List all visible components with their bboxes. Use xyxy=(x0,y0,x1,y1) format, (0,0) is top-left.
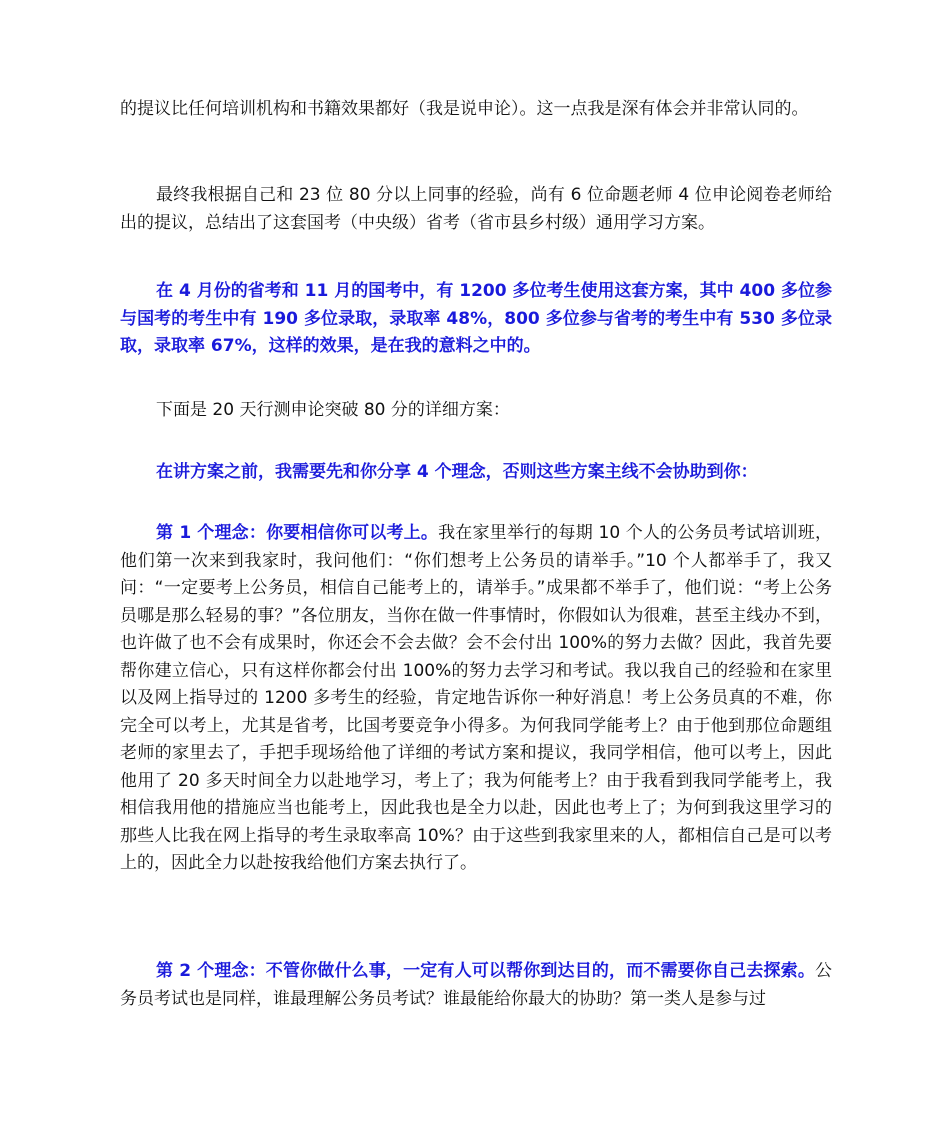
paragraph-four-concepts: 在讲方案之前，我需要先和你分享 4 个理念，否则这些方案主线不会协助到你： xyxy=(156,462,758,482)
paragraph-summary: 最终我根据自己和 23 位 80 分以上同事的经验，尚有 6 位命题老师 4 位申论阅卷老师给出的提议，总结出了这套国考（中央级）省考（省市县乡村级）通用学习方案。 xyxy=(120,185,832,233)
concept-2-body: 公务员考试也是同样，谁最理解公务员考试？谁最能给你最大的协助？第一类人是参与过 xyxy=(120,961,832,1009)
concept-1-body: 我在家里举行的每期 10 个人的公务员考试培训班，他们第一次来到我家时，我问他们：“你们想考上公务员的请举手。”10 个人都举手了，我又问：“一定要考上公务员，相信自己能考上的，请举手。”成果都不举手了，他们说：“考上公务员哪是那么轻易的事？”各位朋友，当你在做一件事情时，你假如认为很难，甚至主线办不到，也许做了也不会有成果时，你还会不会去做？会不会付出 100%的努力去做？因此，我首先要帮你建立信心，只有这样你都会付出 100%的努力去学习和考试。我以我自己的经验和在家里以及网上指导过的 1200 多考生的经验，肯定地告诉你一种好消息！考上公务员真的不难，你完全可以考上，尤其是省考，比国考要竞争小得多。为何我同学能考上？由于他到那位命题组老师的家里去了，手把手现场给他了详细的考试方案和提议，我同学相信，他可以考上，因此他用了 20 多天时间全力以赴地学习，考上了；我为何能考上？由于我看到我同学能考上，我相信我用他的措施应当也能考上，因此我也是全力以赴，因此也考上了；为何到我这里学习的那些人比我在网上指导的考生录取率高 10%？由于这些到我家里来的人，都相信自己是可以考上的，因此全力以赴按我给他们方案去执行了。 xyxy=(120,523,832,873)
paragraph-intro-continuation: 的提议比任何培训机构和书籍效果都好（我是说申论）。这一点我是深有体会并非常认同的。 xyxy=(120,99,809,119)
paragraph-concept-2 xyxy=(120,958,832,1013)
paragraph-concept-1 xyxy=(120,520,832,878)
paragraph-plan-intro: 下面是 20 天行测申论突破 80 分的详细方案： xyxy=(156,400,510,420)
paragraph-results-highlight: 在 4 月份的省考和 11 月的国考中，有 1200 多位考生使用这套方案，其中 400 多位参与国考的考生中有 190 多位录取，录取率 48%，800 多位参与省考的考生中有 530 多位录取，录取率 67%，这样的效果，是在我的意料之中的。 xyxy=(120,281,832,356)
concept-2-heading: 第 2 个理念：不管你做什么事，一定有人可以帮你到达目的，而不需要你自己去探索。 xyxy=(156,961,815,981)
concept-1-heading: 第 1 个理念：你要相信你可以考上。 xyxy=(156,523,439,543)
